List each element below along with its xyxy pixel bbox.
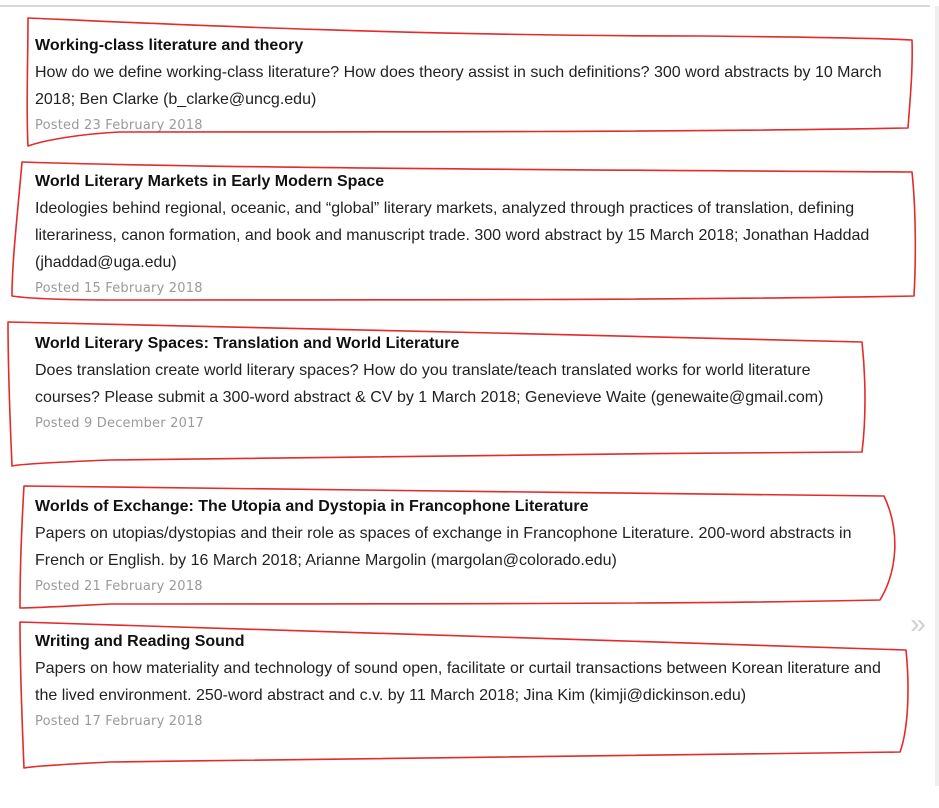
- entry-description: Papers on how materiality and technology of sound open, facilitate or curtail transactions between Korean literature and the lived environment. 250-word abstract and c.v. by 11 March 2018; Jina Kim (kimji@dickinson.edu): [35, 660, 881, 704]
- list-item[interactable]: [35, 168, 915, 302]
- entry-title[interactable]: Writing and Reading Sound: [35, 633, 245, 650]
- entry-posted-date: Posted 21 February 2018: [35, 579, 203, 594]
- entry-description: Ideologies behind regional, oceanic, and “global” literary markets, analyzed through practices of translation, defining literariness, canon formation, and book and manuscript trade. 300 word abstract by 15 March 2018; Jonathan Haddad (jhaddad@uga.edu): [35, 200, 870, 271]
- entry-description: Papers on utopias/dystopias and their role as spaces of exchange in Francophone Literature. 200-word abstracts in French or English. by 16 March 2018; Arianne Margolin (margolan@colorado.edu): [35, 525, 852, 569]
- entry-description: Does translation create world literary spaces? How do you translate/teach translated works for world literature courses? Please submit a 300-word abstract & CV by 1 March 2018; Genevieve Waite (genewaite@gmail.com): [35, 362, 824, 406]
- entry-posted-date: Posted 23 February 2018: [35, 118, 203, 133]
- entry-posted-date: Posted 17 February 2018: [35, 714, 203, 729]
- entry-title[interactable]: World Literary Spaces: Translation and World Literature: [35, 335, 460, 352]
- list-item[interactable]: [35, 32, 915, 139]
- entry-posted-date: Posted 15 February 2018: [35, 281, 203, 296]
- entry-title[interactable]: Worlds of Exchange: The Utopia and Dystopia in Francophone Literature: [35, 498, 589, 515]
- double-chevron-right-icon[interactable]: »: [910, 608, 926, 639]
- list-item[interactable]: [35, 330, 915, 437]
- entry-description: How do we define working-class literature? How does theory assist in such definitions? 300 word abstracts by 10 March 2018; Ben Clarke (b_clarke@uncg.edu): [35, 64, 882, 108]
- list-item[interactable]: [35, 493, 915, 600]
- entry-title[interactable]: Working-class literature and theory: [35, 37, 304, 54]
- list-item[interactable]: [35, 628, 915, 735]
- entry-posted-date: Posted 9 December 2017: [35, 416, 205, 431]
- entry-title[interactable]: World Literary Markets in Early Modern Space: [35, 173, 385, 190]
